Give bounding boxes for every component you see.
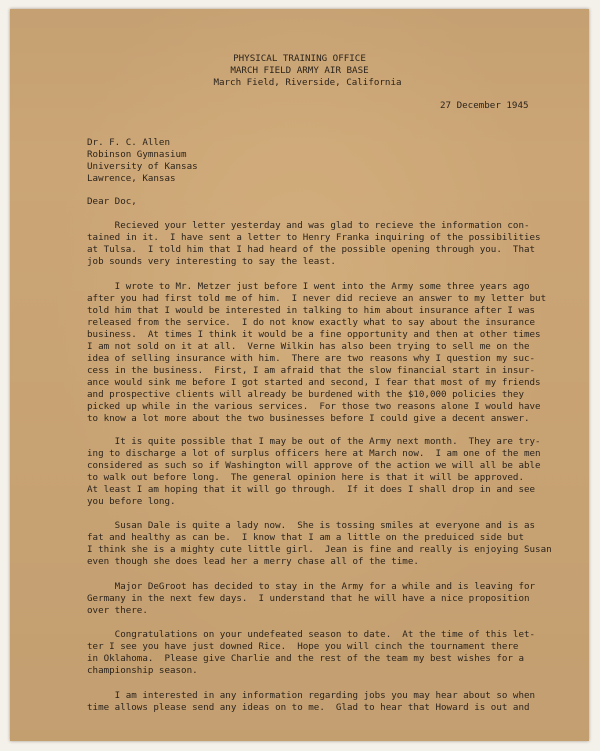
text-line: Susan Dale is quite a lady now. She is tossing smiles at everyone and is as	[87, 520, 536, 531]
text-line: you before long.	[87, 496, 176, 507]
text-line: released from the service. I do not know exactly what to say about the insurance	[87, 317, 536, 328]
paragraph-6	[87, 629, 547, 677]
text-line: in Oklahoma. Please give Charlie and the rest of the team my best wishes for a	[87, 653, 524, 664]
text-line: cess in the business. First, I am afraid that the slow financial start in insur-	[87, 365, 536, 376]
recipient-address	[87, 137, 198, 185]
text-line: At least I am hoping that it will go through. If it does I shall drop in and see	[87, 484, 536, 495]
text-line: told him that I would be interested in talking to him about insurance after I was	[87, 305, 536, 316]
letterhead-base: MARCH FIELD ARMY AIR BASE	[230, 65, 369, 76]
text-line: time allows please send any ideas on to me. Glad to hear that Howard is out and	[87, 702, 530, 713]
text-line: I am interested in any information regarding jobs you may hear about so when	[87, 690, 536, 701]
text-line: after you had first told me of him. I never did recieve an answer to my letter but	[87, 293, 547, 304]
text-line: considered as such so if Washington will approve of the action we will all be able	[87, 460, 541, 471]
paragraph-1	[87, 220, 547, 268]
salutation: Dear Doc,	[87, 196, 137, 207]
text-line: and prospective clients will already be burdened with the $10,000 policies they	[87, 389, 524, 400]
recipient-city: Lawrence, Kansas	[87, 173, 176, 184]
text-line: Congratulations on your undefeated season to date. At the time of this let-	[87, 629, 536, 640]
letter-date: 27 December 1945	[440, 100, 529, 111]
text-line: even though she does lead her a merry chase all of the time.	[87, 556, 419, 567]
text-line: over there.	[87, 605, 148, 616]
recipient-name: Dr. F. C. Allen	[87, 137, 170, 148]
text-line: It is quite possible that I may be out of the Army next month. They are try-	[87, 436, 541, 447]
paragraph-2	[87, 281, 547, 425]
letterhead-office: PHYSICAL TRAINING OFFICE	[233, 53, 366, 64]
text-line: at Tulsa. I told him that I had heard of the possible opening through you. That	[87, 244, 536, 255]
text-line: to know a lot more about the two businesses before I could give a decent answer.	[87, 413, 530, 424]
text-line: Major DeGroot has decided to stay in the Army for a while and is leaving for	[87, 581, 536, 592]
recipient-institution: University of Kansas	[87, 161, 198, 172]
letterhead-location: March Field, Riverside, California	[213, 77, 402, 88]
text-line: ter I see you have just downed Rice. Hope you will cinch the tournament there	[87, 641, 519, 652]
paragraph-5	[87, 581, 547, 617]
text-line: job sounds very interesting to say the least.	[87, 256, 336, 267]
paragraph-3	[87, 436, 547, 508]
letter-page	[10, 9, 589, 741]
text-line: I am not sold on it at all. Verne Wilkin has also been trying to sell me on the	[87, 341, 530, 352]
text-line: fat and healthy as can be. I know that I am a little on the preduiced side but	[87, 532, 524, 543]
letterhead	[10, 53, 589, 89]
text-line: tained in it. I have sent a letter to Henry Franka inquiring of the possibilities	[87, 232, 541, 243]
text-line: idea of selling insurance with him. There are two reasons why I question my suc-	[87, 353, 536, 364]
recipient-building: Robinson Gymnasium	[87, 149, 187, 160]
text-line: to walk out before long. The general opinion here is that it will be approved.	[87, 472, 524, 483]
text-line: ance would sink me before I got started and second, I fear that most of my friends	[87, 377, 541, 388]
paragraph-7	[87, 690, 547, 714]
text-line: ing to discharge a lot of surplus officers here at March now. I am one of the men	[87, 448, 541, 459]
text-line: championship season.	[87, 665, 198, 676]
text-line: business. At times I think it would be a fine opportunity and then at other times	[87, 329, 541, 340]
text-line: I think she is a mighty cute little girl. Jean is fine and really is enjoying Susan	[87, 544, 552, 555]
text-line: picked up while in the various services. For those two reasons alone I would have	[87, 401, 541, 412]
text-line: Recieved your letter yesterday and was glad to recieve the information con-	[87, 220, 530, 231]
text-line: I wrote to Mr. Metzer just before I went into the Army some three years ago	[87, 281, 530, 292]
paragraph-4	[87, 520, 552, 568]
text-line: Germany in the next few days. I understand that he will have a nice proposition	[87, 593, 530, 604]
